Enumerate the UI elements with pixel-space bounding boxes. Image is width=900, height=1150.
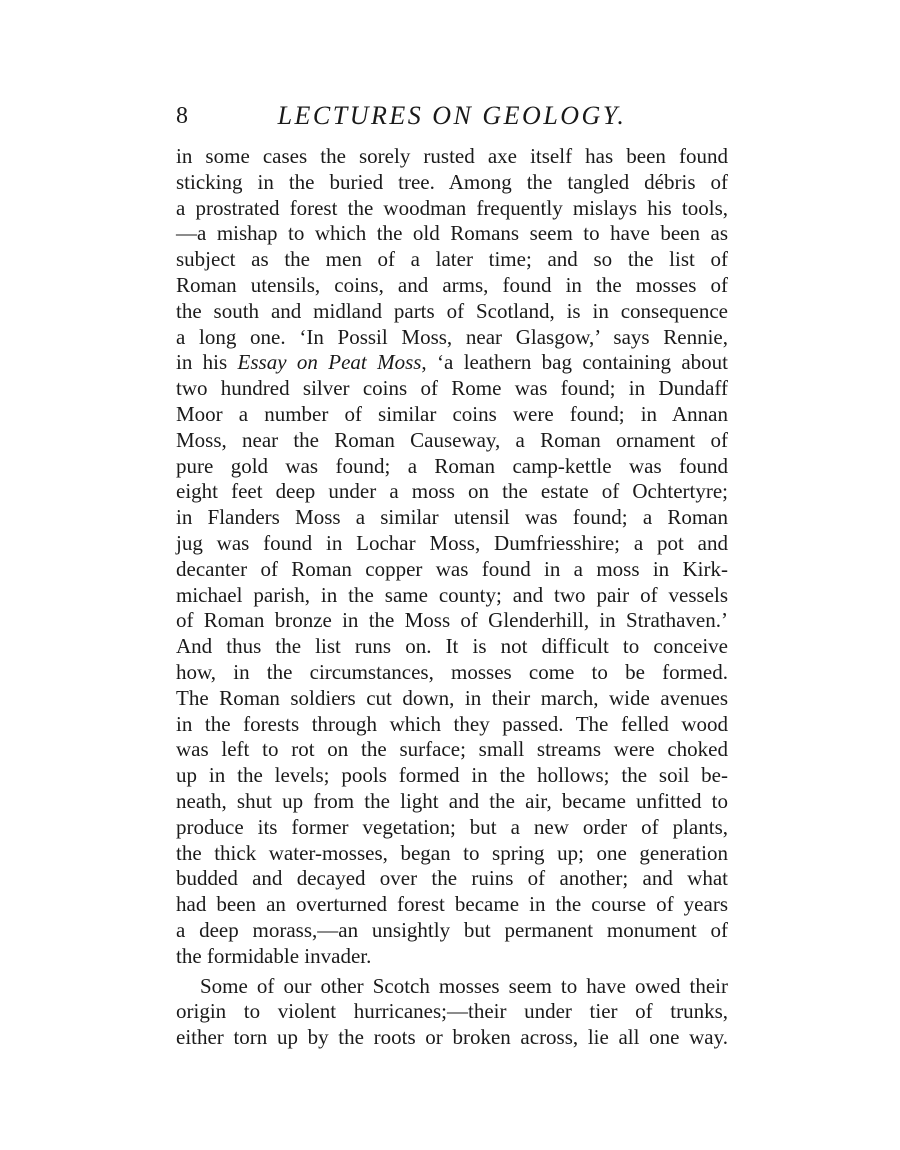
text-line: two hundred silver coins of Rome was found; in Dundaff	[176, 376, 728, 401]
text-line: eight feet deep under a moss on the estate of Ochtertyre;	[176, 479, 728, 504]
text-line-with-book-title	[176, 350, 728, 376]
text-line: budded and decayed over the ruins of another; and what	[176, 866, 728, 891]
page-number: 8	[176, 103, 188, 129]
text-line: The Roman soldiers cut down, in their march, wide avenues	[176, 685, 728, 710]
text-line: either torn up by the roots or broken across, lie all one way.	[176, 1025, 728, 1050]
text-line: a prostrated forest the woodman frequently mislays his tools,	[176, 195, 728, 220]
text-line: of Roman bronze in the Moss of Glenderhill, in Strathaven.’	[176, 608, 728, 633]
paragraph-2	[176, 974, 728, 1051]
text-line: pure gold was found; a Roman camp-kettle was found	[176, 453, 728, 478]
text-line: subject as the men of a later time; and so the list of	[176, 247, 728, 272]
text-line: jug was found in Lochar Moss, Dumfriesshire; a pot and	[176, 530, 728, 555]
text-line: michael parish, in the same county; and two pair of vessels	[176, 582, 728, 607]
text-line: Moor a number of similar coins were found; in Annan	[176, 401, 728, 426]
text-line: had been an overturned forest became in the course of years	[176, 892, 728, 917]
text-line: produce its former vegetation; but a new order of plants,	[176, 814, 728, 839]
line-text-before-title: in his	[176, 350, 238, 375]
text-line: a long one. ‘In Possil Moss, near Glasgow,’ says Rennie,	[176, 324, 728, 349]
text-line: a deep morass,—an unsightly but permanent monument of	[176, 917, 728, 942]
paragraph-last-line: the formidable invader.	[176, 943, 372, 968]
text-line: in some cases the sorely rusted axe itself has been found	[176, 144, 728, 168]
text-line: the thick water-mosses, began to spring up; one generation	[176, 840, 728, 865]
text-line: sticking in the buried tree. Among the tangled débris of	[176, 169, 728, 194]
text-line: origin to violent hurricanes;—their under tier of trunks,	[176, 999, 728, 1024]
text-line: And thus the list runs on. It is not difficult to conceive	[176, 634, 728, 659]
text-line: how, in the circumstances, mosses come to be formed.	[176, 659, 728, 684]
text-line: Roman utensils, coins, and arms, found in the mosses of	[176, 272, 728, 297]
text-line: in Flanders Moss a similar utensil was found; a Roman	[176, 505, 728, 530]
text-line: the south and midland parts of Scotland, is in consequence	[176, 298, 728, 323]
text-line: up in the levels; pools formed in the hollows; the soil be-	[176, 763, 728, 788]
paragraph-1	[176, 144, 728, 970]
book-title: Essay on Peat Moss	[237, 350, 422, 375]
text-line: was left to rot on the surface; small streams were choked	[176, 737, 728, 762]
text-line: neath, shut up from the light and the air, became unfitted to	[176, 788, 728, 813]
text-line: —a mishap to which the old Romans seem to have been as	[176, 221, 728, 246]
text-line: Moss, near the Roman Causeway, a Roman ornament of	[176, 427, 728, 452]
text-line: decanter of Roman copper was found in a moss in Kirk-	[176, 556, 728, 581]
text-line: Some of our other Scotch mosses seem to have owed their	[200, 973, 728, 998]
line-text-after-title: , ‘a leathern bag containing about	[421, 350, 728, 375]
running-title: LECTURES ON GEOLOGY.	[277, 101, 627, 130]
text-line: in the forests through which they passed. The felled wood	[176, 711, 728, 736]
running-head	[176, 96, 728, 136]
body-text	[176, 144, 728, 1051]
